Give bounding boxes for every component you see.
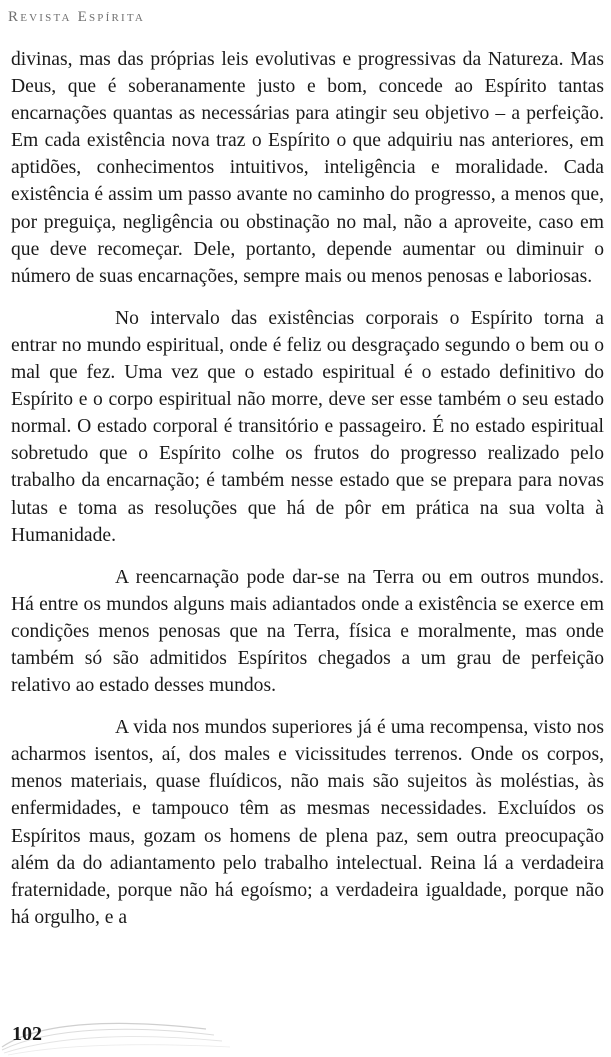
paragraph: A reencarnação pode dar-se na Terra ou em outros mundos. Há entre os mundos alguns mais adiantados onde a existência se exerce em condições menos penosas que na Terra, física e moralmente, mas onde também só são admitidos Espíritos chegados a um grau de perfeição relativo ao estado desses mundos. xyxy=(11,566,604,697)
paragraph: A vida nos mundos superiores já é uma recompensa, visto nos acharmos isentos, aí, dos males e vicissitudes terrenos. Onde os corpos, menos materiais, quase fluídicos, não mais são sujeitos às moléstias, às enfermidades, e tampouco têm as mesmas necessidades. Excluídos os Espíritos maus, gozam os homens de plena paz, sem outra preocupação além da do adiantamento pelo trabalho intelectual. Reina lá a verdadeira fraternidade, porque não há egoísmo; a verdadeira igualdade, porque não há orgulho, e a xyxy=(11,717,604,928)
page-number: 102 xyxy=(12,1023,42,1045)
paragraph: No intervalo das existências corporais o Espírito torna a entrar no mundo espiritual, onde é feliz ou desgraçado segundo o bem ou o mal que fez. Uma vez que o estado espiritual é o estado definitivo do Espírito e o corpo espiritual não morre, deve ser esse também o seu estado normal. O estado corporal é transitório e passageiro. É no estado espiritual sobretudo que o Espírito colhe os frutos do progresso realizado pelo trabalho da encarnação; é também nesse estado que se prepara para novas lutas e toma as resoluções que há de pôr em prática na sua volta à Humanidade. xyxy=(11,307,604,546)
paragraph-continuation: divinas, mas das próprias leis evolutivas e progressivas da Natureza. Mas Deus, que é soberanamente justo e bom, concede ao Espírito tantas encarnações quantas as necessárias para atingir seu objetivo – a perfeição. Em cada existência nova traz o Espírito o que adquiriu nas anteriores, em aptidões, conhecimentos intuitivos, inteligência e moralidade. Cada existência é assim um passo avante no caminho do progresso, a menos que, por preguiça, negligência ou obstinação no mal, não a aproveite, caso em que deve recomeçar. Dele, portanto, depende aumentar ou diminuir o número de suas encarnações, sempre mais ou menos penosas e laboriosas. xyxy=(11,49,604,287)
page-footer xyxy=(0,1017,611,1057)
running-head-title: Revista Espírita xyxy=(8,9,146,25)
page-body xyxy=(11,46,604,931)
